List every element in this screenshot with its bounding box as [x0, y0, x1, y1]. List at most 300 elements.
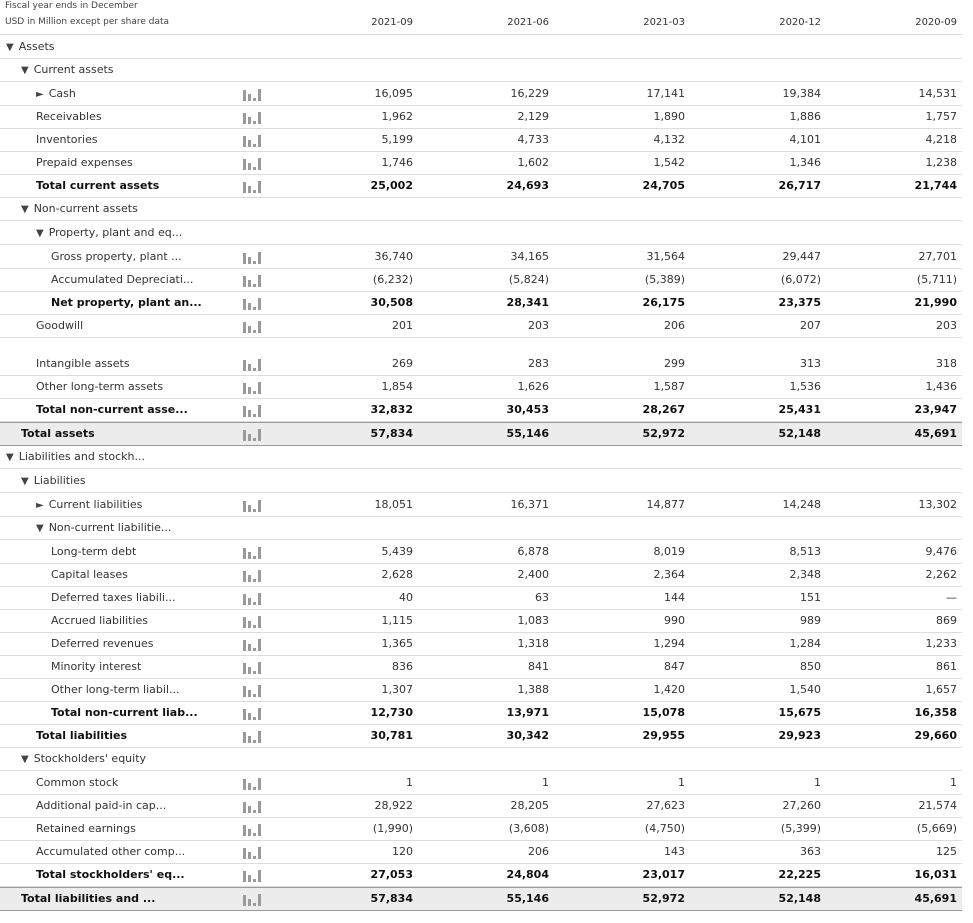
- expand-triangle-icon[interactable]: ►: [36, 89, 44, 100]
- row-label: [51, 656, 141, 678]
- value-cell: 24,693: [506, 179, 549, 192]
- value-cell: 203: [936, 319, 957, 332]
- value-cell: 990: [664, 614, 685, 627]
- value-cell: 2,348: [789, 568, 821, 581]
- value-cell: 29,955: [642, 729, 685, 742]
- value-cell: 52,148: [778, 427, 821, 440]
- column-header[interactable]: 2020-09: [915, 17, 957, 28]
- row-label-text: Total non-current asse...: [36, 403, 188, 416]
- bar-chart-icon[interactable]: [243, 382, 265, 394]
- value-cell: 12,730: [370, 706, 413, 719]
- table-row: [0, 679, 962, 702]
- row-label-text: Liabilities and stockh...: [18, 450, 145, 463]
- bar-chart-icon[interactable]: [243, 639, 265, 651]
- table-row: [0, 129, 962, 152]
- row-label-text: Current liabilities: [48, 498, 143, 511]
- value-cell: 29,447: [782, 250, 821, 263]
- value-cell: 206: [528, 845, 549, 858]
- value-cell: 2,262: [925, 568, 957, 581]
- value-cell: 24,804: [506, 868, 549, 881]
- value-cell: 57,834: [370, 427, 413, 440]
- row-label: [36, 841, 185, 863]
- bar-chart-icon[interactable]: [243, 158, 265, 170]
- bar-chart-icon[interactable]: [243, 112, 265, 124]
- value-cell: (5,711): [916, 273, 957, 286]
- row-label-text: Gross property, plant ...: [51, 250, 182, 263]
- value-cell: 1: [678, 776, 685, 789]
- value-cell: 31,564: [646, 250, 685, 263]
- value-cell: 23,017: [642, 868, 685, 881]
- row-label: [51, 292, 202, 314]
- value-cell: 1,083: [517, 614, 549, 627]
- value-cell: 1,542: [653, 156, 685, 169]
- value-cell: 28,267: [642, 403, 685, 416]
- value-cell: 27,701: [918, 250, 957, 263]
- value-cell: 869: [936, 614, 957, 627]
- row-label-text: Long-term debt: [51, 545, 137, 558]
- value-cell: 30,508: [370, 296, 413, 309]
- value-cell: (5,389): [644, 273, 685, 286]
- value-cell: (5,669): [916, 822, 957, 835]
- row-label: [36, 399, 188, 421]
- value-cell: 1: [406, 776, 413, 789]
- row-label: [36, 315, 83, 337]
- value-cell: 1,854: [381, 380, 413, 393]
- value-cell: 23,947: [914, 403, 957, 416]
- value-cell: 313: [800, 357, 821, 370]
- fiscal-year-note: Fiscal year ends in December: [5, 1, 138, 11]
- row-label-text: Other long-term liabil...: [51, 683, 180, 696]
- value-cell: 9,476: [925, 545, 957, 558]
- table-row: [0, 175, 962, 198]
- bar-chart-icon[interactable]: [243, 824, 265, 836]
- value-cell: 8,019: [653, 545, 685, 558]
- value-cell: 1,536: [789, 380, 821, 393]
- bar-chart-icon[interactable]: [243, 870, 265, 882]
- row-label: [36, 494, 142, 517]
- row-label-text: Intangible assets: [36, 357, 130, 370]
- bar-chart-icon[interactable]: [243, 894, 265, 906]
- table-row[interactable]: [0, 36, 962, 59]
- value-cell: 1,307: [381, 683, 413, 696]
- row-label-text: Inventories: [36, 133, 98, 146]
- table-row[interactable]: [0, 83, 962, 106]
- value-cell: 27,260: [782, 799, 821, 812]
- row-label-text: Goodwill: [36, 319, 84, 332]
- collapse-triangle-icon[interactable]: ▼: [36, 228, 44, 239]
- value-cell: (5,399): [780, 822, 821, 835]
- value-cell: 26,717: [778, 179, 821, 192]
- table-row: [0, 633, 962, 656]
- value-cell: 25,431: [778, 403, 821, 416]
- bar-chart-icon[interactable]: [243, 570, 265, 582]
- bar-chart-icon[interactable]: [243, 275, 265, 287]
- value-cell: 21,990: [914, 296, 957, 309]
- row-label: [36, 376, 163, 398]
- row-label-text: Retained earnings: [36, 822, 136, 835]
- value-cell: 1,388: [517, 683, 549, 696]
- table-row: [0, 106, 962, 129]
- value-cell: 1,318: [517, 637, 549, 650]
- value-cell: 1,962: [381, 110, 413, 123]
- value-cell: 19,384: [782, 87, 821, 100]
- row-label-text: Prepaid expenses: [36, 156, 133, 169]
- bar-chart-icon[interactable]: [243, 685, 265, 697]
- row-label-text: Other long-term assets: [36, 380, 164, 393]
- value-cell: 25,002: [370, 179, 413, 192]
- table-row: [0, 269, 962, 292]
- value-cell: 836: [392, 660, 413, 673]
- value-cell: 1,746: [381, 156, 413, 169]
- value-cell: 22,225: [778, 868, 821, 881]
- value-cell: 63: [535, 591, 549, 604]
- column-header[interactable]: 2021-03: [643, 17, 685, 28]
- value-cell: 1,233: [925, 637, 957, 650]
- table-row[interactable]: [0, 198, 962, 221]
- value-cell: 2,628: [381, 568, 413, 581]
- value-cell: 27,623: [646, 799, 685, 812]
- table-row: [0, 864, 962, 887]
- value-cell: (4,750): [644, 822, 685, 835]
- collapse-triangle-icon[interactable]: ▼: [21, 65, 29, 76]
- row-label-text: Cash: [48, 87, 76, 100]
- value-cell: 16,229: [510, 87, 549, 100]
- value-cell: 4,132: [653, 133, 685, 146]
- value-cell: 55,146: [506, 892, 549, 905]
- table-row: [0, 292, 962, 315]
- collapse-triangle-icon[interactable]: ▼: [21, 476, 29, 487]
- value-cell: 16,031: [914, 868, 957, 881]
- row-label: [6, 446, 145, 469]
- bar-chart-icon[interactable]: [243, 731, 265, 743]
- value-cell: 1,602: [517, 156, 549, 169]
- value-cell: 14,531: [918, 87, 957, 100]
- row-label-text: Total non-current liab...: [51, 706, 198, 719]
- value-cell: 861: [936, 660, 957, 673]
- row-label-text: Liabilities: [33, 474, 86, 487]
- value-cell: 1: [950, 776, 957, 789]
- value-cell: 30,342: [506, 729, 549, 742]
- column-header[interactable]: 2021-06: [507, 17, 549, 28]
- collapse-triangle-icon[interactable]: ▼: [6, 452, 14, 463]
- value-cell: 28,205: [510, 799, 549, 812]
- table-row: [0, 656, 962, 679]
- table-row: [0, 564, 962, 587]
- row-label-text: Minority interest: [51, 660, 142, 673]
- row-label-text: Total assets: [21, 427, 95, 440]
- table-row[interactable]: [0, 222, 962, 245]
- value-cell: 14,877: [646, 498, 685, 511]
- value-cell: 21,744: [914, 179, 957, 192]
- bar-chart-icon[interactable]: [243, 181, 265, 193]
- value-cell: 29,660: [914, 729, 957, 742]
- row-label: [36, 175, 159, 197]
- value-cell: 36,740: [374, 250, 413, 263]
- table-row[interactable]: [0, 748, 962, 771]
- row-label-text: Property, plant and eq...: [48, 226, 183, 239]
- value-cell: 16,371: [510, 498, 549, 511]
- table-row[interactable]: [0, 494, 962, 517]
- value-cell: 2,129: [517, 110, 549, 123]
- value-cell: 23,375: [778, 296, 821, 309]
- value-cell: 30,781: [370, 729, 413, 742]
- row-label: [51, 702, 198, 724]
- value-cell: (6,072): [780, 273, 821, 286]
- table-row: [0, 152, 962, 175]
- row-label: [36, 106, 102, 128]
- row-label: [21, 59, 114, 82]
- row-label-text: Current assets: [33, 63, 114, 76]
- value-cell: 1,294: [653, 637, 685, 650]
- value-cell: 989: [800, 614, 821, 627]
- value-cell: 2,364: [653, 568, 685, 581]
- value-cell: 4,101: [789, 133, 821, 146]
- row-label-text: Deferred revenues: [51, 637, 154, 650]
- value-cell: 1,886: [789, 110, 821, 123]
- collapse-triangle-icon[interactable]: ▼: [21, 754, 29, 765]
- row-label: [36, 83, 76, 106]
- value-cell: 5,199: [381, 133, 413, 146]
- value-cell: 6,878: [517, 545, 549, 558]
- table-row: [0, 353, 962, 376]
- row-label: [36, 795, 166, 817]
- value-cell: (6,232): [372, 273, 413, 286]
- bar-chart-icon[interactable]: [243, 801, 265, 813]
- value-cell: 32,832: [370, 403, 413, 416]
- row-label: [21, 888, 155, 910]
- value-cell: 201: [392, 319, 413, 332]
- value-cell: (5,824): [508, 273, 549, 286]
- row-label: [36, 818, 136, 840]
- value-cell: 17,141: [646, 87, 685, 100]
- value-cell: 1,346: [789, 156, 821, 169]
- value-cell: 28,341: [506, 296, 549, 309]
- table-row: [0, 246, 962, 269]
- table-row[interactable]: [0, 59, 962, 82]
- row-label: [51, 246, 182, 268]
- value-cell: 24,705: [642, 179, 685, 192]
- table-row: [0, 376, 962, 399]
- row-label-text: Accrued liabilities: [51, 614, 149, 627]
- row-label: [36, 772, 118, 794]
- bar-chart-icon[interactable]: [243, 359, 265, 371]
- row-label: [21, 198, 138, 221]
- row-label: [36, 129, 98, 151]
- value-cell: 1,115: [381, 614, 413, 627]
- column-header[interactable]: 2021-09: [371, 17, 413, 28]
- value-cell: 13,302: [918, 498, 957, 511]
- bar-chart-icon[interactable]: [243, 135, 265, 147]
- column-header[interactable]: 2020-12: [779, 17, 821, 28]
- table-row[interactable]: [0, 470, 962, 493]
- row-label: [51, 269, 193, 291]
- bar-chart-icon[interactable]: [243, 547, 265, 559]
- row-label-text: Non-current liabilitie...: [48, 521, 172, 534]
- row-label-text: Total liabilities and ...: [21, 892, 156, 905]
- value-cell: 1,365: [381, 637, 413, 650]
- value-cell: 30,453: [506, 403, 549, 416]
- bar-chart-icon[interactable]: [243, 89, 265, 101]
- row-label-text: Accumulated Depreciati...: [51, 273, 194, 286]
- value-cell: 4,218: [925, 133, 957, 146]
- row-label: [51, 587, 175, 609]
- value-cell: 299: [664, 357, 685, 370]
- table-row: [0, 818, 962, 841]
- bar-chart-icon[interactable]: [243, 252, 265, 264]
- value-cell: 2,400: [517, 568, 549, 581]
- table-row: [0, 541, 962, 564]
- table-row[interactable]: [0, 517, 962, 540]
- value-cell: 1,420: [653, 683, 685, 696]
- expand-triangle-icon[interactable]: ►: [36, 500, 44, 511]
- value-cell: 125: [936, 845, 957, 858]
- value-cell: 151: [800, 591, 821, 604]
- value-cell: 8,513: [789, 545, 821, 558]
- table-row: [0, 422, 962, 446]
- value-cell: 1,436: [925, 380, 957, 393]
- value-cell: 1: [814, 776, 821, 789]
- currency-note: USD in Million except per share data: [5, 17, 170, 27]
- row-label: [51, 564, 128, 586]
- row-label-text: Total stockholders' eq...: [36, 868, 185, 881]
- row-label-text: Capital leases: [51, 568, 128, 581]
- value-cell: 1,238: [925, 156, 957, 169]
- row-label: [51, 633, 154, 655]
- value-cell: (3,608): [508, 822, 549, 835]
- value-cell: 269: [392, 357, 413, 370]
- value-cell: 1,757: [925, 110, 957, 123]
- bar-chart-icon[interactable]: [243, 500, 265, 512]
- row-label-text: Stockholders' equity: [33, 752, 147, 765]
- collapse-triangle-icon[interactable]: ▼: [36, 523, 44, 534]
- value-cell: 55,146: [506, 427, 549, 440]
- table-row[interactable]: [0, 446, 962, 469]
- value-cell: 15,078: [642, 706, 685, 719]
- table-header: [0, 0, 962, 35]
- value-cell: 13,971: [506, 706, 549, 719]
- value-cell: 52,148: [778, 892, 821, 905]
- row-label: [36, 725, 127, 747]
- table-row: [0, 399, 962, 422]
- table-row: [0, 795, 962, 818]
- value-cell: 283: [528, 357, 549, 370]
- value-cell: 143: [664, 845, 685, 858]
- value-cell: 34,165: [510, 250, 549, 263]
- bar-chart-icon[interactable]: [243, 708, 265, 720]
- value-cell: 1,657: [925, 683, 957, 696]
- value-cell: 52,972: [642, 427, 685, 440]
- bar-chart-icon[interactable]: [243, 405, 265, 417]
- row-label-text: Total current assets: [36, 179, 160, 192]
- table-row: [0, 587, 962, 610]
- row-label-text: Assets: [18, 40, 55, 53]
- row-label-text: Non-current assets: [33, 202, 138, 215]
- row-label: [21, 423, 95, 445]
- row-label-text: Additional paid-in cap...: [36, 799, 167, 812]
- value-cell: 850: [800, 660, 821, 673]
- value-cell: 45,691: [914, 427, 957, 440]
- table-row: [0, 702, 962, 725]
- bar-chart-icon[interactable]: [243, 593, 265, 605]
- table-row: [0, 841, 962, 864]
- row-label: [36, 864, 185, 886]
- row-label: [51, 610, 148, 632]
- value-cell: 363: [800, 845, 821, 858]
- bar-chart-icon[interactable]: [243, 429, 265, 441]
- value-cell: 206: [664, 319, 685, 332]
- bar-chart-icon[interactable]: [243, 321, 265, 333]
- bar-chart-icon[interactable]: [243, 847, 265, 859]
- value-cell: 318: [936, 357, 957, 370]
- row-label: [21, 748, 146, 771]
- value-cell: 1,587: [653, 380, 685, 393]
- row-label: [36, 222, 182, 245]
- value-cell: 27,053: [370, 868, 413, 881]
- row-label: [51, 679, 180, 701]
- row-label-text: Total liabilities: [36, 729, 128, 742]
- value-cell: 16,358: [914, 706, 957, 719]
- row-label-text: Common stock: [36, 776, 119, 789]
- table-row: [0, 610, 962, 633]
- bar-chart-icon[interactable]: [243, 298, 265, 310]
- table-row: [0, 772, 962, 795]
- row-label-text: Net property, plant an...: [51, 296, 202, 309]
- value-cell: 1,284: [789, 637, 821, 650]
- value-cell: 4,733: [517, 133, 549, 146]
- bar-chart-icon[interactable]: [243, 778, 265, 790]
- value-cell: 144: [664, 591, 685, 604]
- value-cell: 1,540: [789, 683, 821, 696]
- collapse-triangle-icon[interactable]: ▼: [21, 204, 29, 215]
- value-cell: (1,990): [372, 822, 413, 835]
- value-cell: 120: [392, 845, 413, 858]
- value-cell: 28,922: [374, 799, 413, 812]
- value-cell: —: [946, 591, 957, 604]
- row-label: [36, 517, 171, 540]
- value-cell: 21,574: [918, 799, 957, 812]
- row-label: [36, 353, 130, 375]
- value-cell: 15,675: [778, 706, 821, 719]
- row-label-text: Deferred taxes liabili...: [51, 591, 176, 604]
- value-cell: 1: [542, 776, 549, 789]
- value-cell: 207: [800, 319, 821, 332]
- row-label-text: Receivables: [36, 110, 102, 123]
- value-cell: 14,248: [782, 498, 821, 511]
- value-cell: 203: [528, 319, 549, 332]
- value-cell: 45,691: [914, 892, 957, 905]
- value-cell: 1,890: [653, 110, 685, 123]
- value-cell: 16,095: [374, 87, 413, 100]
- value-cell: 40: [399, 591, 413, 604]
- table-row: [0, 887, 962, 911]
- value-cell: 18,051: [374, 498, 413, 511]
- collapse-triangle-icon[interactable]: ▼: [6, 42, 14, 53]
- row-label: [51, 541, 136, 563]
- row-label-text: Accumulated other comp...: [36, 845, 186, 858]
- bar-chart-icon[interactable]: [243, 662, 265, 674]
- value-cell: 52,972: [642, 892, 685, 905]
- value-cell: 847: [664, 660, 685, 673]
- bar-chart-icon[interactable]: [243, 616, 265, 628]
- value-cell: 841: [528, 660, 549, 673]
- table-row: [0, 315, 962, 338]
- row-label: [36, 152, 133, 174]
- value-cell: 57,834: [370, 892, 413, 905]
- row-label: [21, 470, 86, 493]
- value-cell: 29,923: [778, 729, 821, 742]
- table-row: [0, 725, 962, 748]
- value-cell: 5,439: [381, 545, 413, 558]
